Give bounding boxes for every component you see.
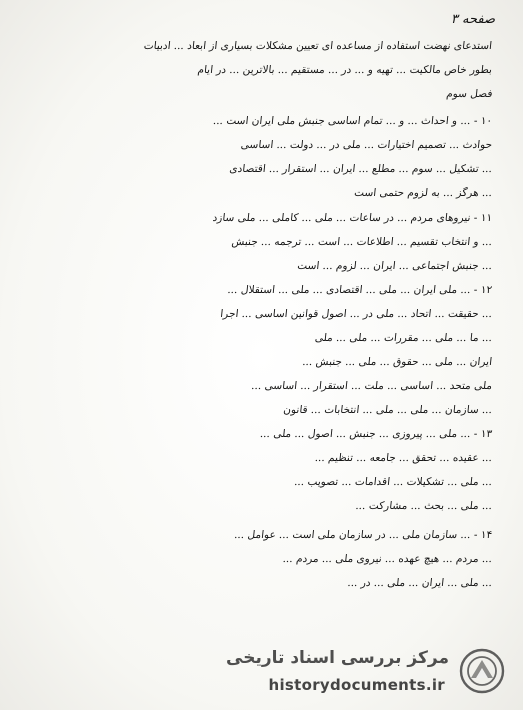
manuscript-line: ۱۴ - ... سازمان ملی ... در سازمان ملی است ... عوامل ... bbox=[233, 529, 493, 541]
manuscript-line: ... ملی ... بحث ... مشارکت ... bbox=[354, 500, 493, 512]
paragraph bbox=[34, 40, 492, 101]
watermark bbox=[175, 642, 505, 702]
manuscript-line: ایران ... ملی ... حقوق ... ملی ... جنبش ... bbox=[301, 356, 493, 368]
manuscript-line: ... ملی ... ایران ... ملی ... در ... bbox=[346, 577, 493, 589]
paragraph bbox=[34, 428, 492, 513]
manuscript-line: ... مردم ... هیچ عهده ... نیروی ملی ... مردم ... bbox=[282, 553, 493, 565]
manuscript-line: ... عقیده ... تحقق ... جامعه ... تنظیم ... bbox=[314, 452, 493, 464]
manuscript-line: ۱۰ - ... و احداث ... و ... تمام اساسی جنبش ملی ایران است ... bbox=[212, 115, 493, 127]
manuscript-line: استدعای نهضت استفاده از مساعده ای تعیین مشکلات بسیاری از ابعاد ... ادبیات bbox=[143, 40, 493, 52]
paragraph bbox=[34, 212, 492, 273]
manuscript-line: ... ما ... ملی ... مقررات ... ملی ... ملی bbox=[314, 332, 493, 344]
manuscript-line: ... هرگز ... به لزوم حتمی است bbox=[353, 187, 493, 199]
archive-seal-icon bbox=[459, 648, 505, 694]
watermark-title: مرکز بررسی اسناد تاریخی bbox=[226, 648, 449, 668]
manuscript-line: ۱۱ - نیروهای مردم ... در ساعات ... ملی ... کاملی ... ملی سازد bbox=[212, 212, 493, 224]
manuscript-line: ... حقیقت ... اتحاد ... ملی در ... اصول قوانین اساسی ... اجرا bbox=[219, 308, 493, 320]
manuscript-line: حوادث ... تصمیم اختیارات ... ملی در ... دولت ... اساسی bbox=[240, 139, 493, 151]
paragraph bbox=[34, 284, 492, 417]
manuscript-line: ۱۳ - ... ملی ... پیروزی ... جنبش ... اصول ... ملی ... bbox=[259, 428, 493, 440]
manuscript-line: بطور خاص مالکیت ... تهیه و ... در ... مستقیم ... بالاترین ... در ایام bbox=[196, 64, 493, 76]
manuscript-body bbox=[34, 40, 492, 601]
manuscript-line: ... ملی ... تشکیلات ... اقدامات ... تصویب ... bbox=[293, 476, 493, 488]
manuscript-line: ... جنبش اجتماعی ... ایران ... لزوم ... است bbox=[296, 260, 493, 272]
manuscript-line: فصل سوم bbox=[445, 88, 493, 100]
manuscript-line: ... تشکیل ... سوم ... مطلع ... ایران ... استقرار ... اقتصادی bbox=[228, 163, 493, 175]
manuscript-line: ... و انتخاب تقسیم ... اطلاعات ... است ... ترجمه ... جنبش bbox=[230, 236, 493, 248]
manuscript-line: ۱۲ - ... ملی ایران ... ملی ... اقتصادی ... ملی ... استقلال ... bbox=[226, 284, 493, 296]
manuscript-line: ملی متحد ... اساسی ... ملت ... استقرار ... اساسی ... bbox=[250, 380, 493, 392]
watermark-url: historydocuments.ir bbox=[268, 676, 445, 694]
paragraph bbox=[34, 115, 492, 200]
paragraph bbox=[34, 529, 492, 590]
manuscript-line: ... سازمان ... ملی ... ملی ... انتخابات ... قانون bbox=[282, 404, 493, 416]
page-number: صفحه ۳ bbox=[450, 12, 495, 27]
